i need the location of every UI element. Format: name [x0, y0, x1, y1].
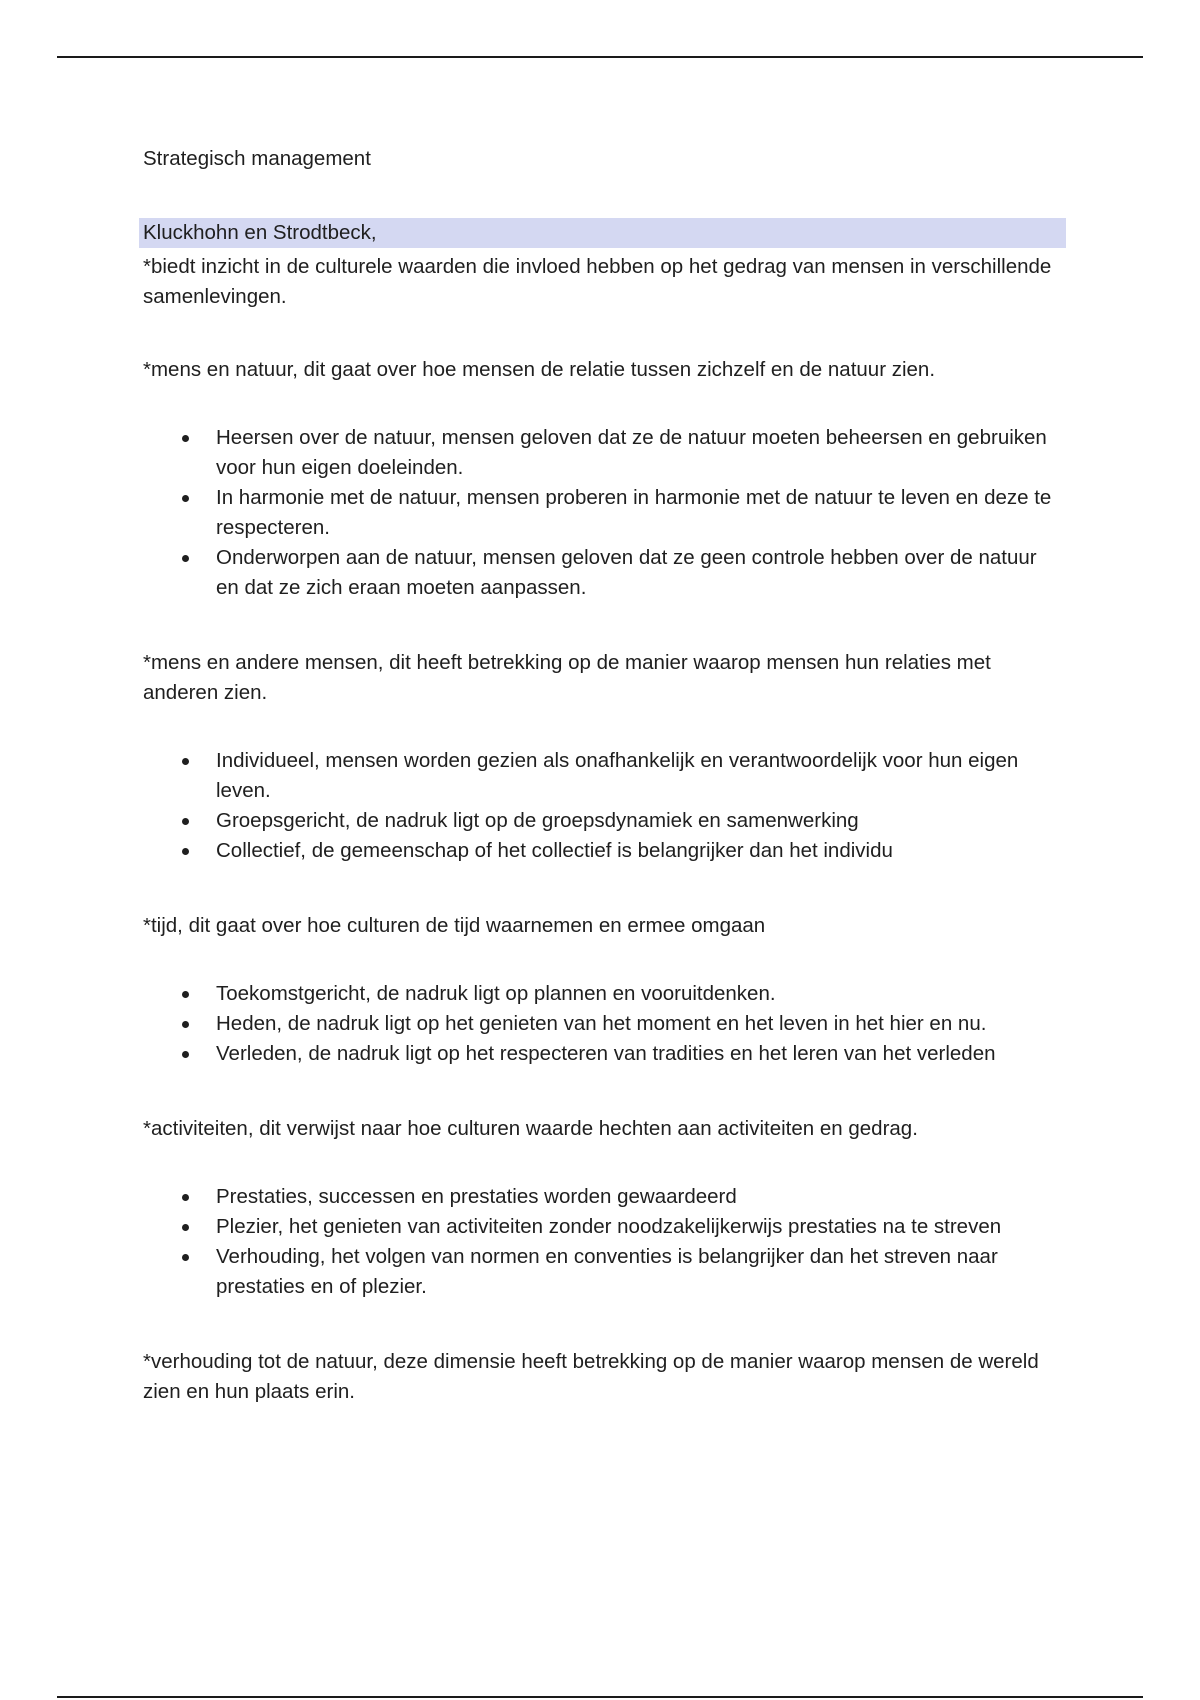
highlighted-heading: Kluckhohn en Strodtbeck, [139, 218, 1066, 248]
list-item: Groepsgericht, de nadruk ligt op de groepsdynamiek en samenwerking [143, 806, 1063, 836]
bullet-icon [182, 758, 189, 765]
intro-paragraph: *biedt inzicht in de culturele waarden die invloed hebben op het gedrag van mensen in verschillende samenlevingen. [143, 255, 1052, 308]
bullet-list-mens-en-andere-mensen [143, 746, 1063, 866]
bullet-icon [182, 1051, 189, 1058]
list-item: Collectief, de gemeenschap of het collectief is belangrijker dan het individu [143, 836, 1063, 866]
list-item: Heden, de nadruk ligt op het genieten van het moment en het leven in het hier en nu. [143, 1009, 1063, 1039]
list-item: In harmonie met de natuur, mensen proberen in harmonie met de natuur te leven en deze te respecteren. [143, 483, 1063, 543]
bullet-icon [182, 1194, 189, 1201]
bullet-icon [182, 818, 189, 825]
bullet-list-mens-en-natuur [143, 423, 1063, 603]
footer-rule [57, 1696, 1143, 1698]
bullet-icon [182, 495, 189, 502]
bullet-icon [182, 1254, 189, 1261]
bullet-icon [182, 991, 189, 998]
closing-paragraph: *verhouding tot de natuur, deze dimensie heeft betrekking op de manier waarop mensen de wereld zien en hun plaats erin. [143, 1350, 1039, 1403]
bullet-list-tijd [143, 979, 1063, 1069]
section-heading-mens-en-andere-mensen: *mens en andere mensen, dit heeft betrekking op de manier waarop mensen hun relaties met anderen zien. [143, 651, 991, 704]
list-item: Verleden, de nadruk ligt op het respecteren van tradities en het leren van het verleden [143, 1039, 1063, 1069]
bullet-icon [182, 1021, 189, 1028]
bullet-icon [182, 555, 189, 562]
bullet-icon [182, 435, 189, 442]
list-item: Toekomstgericht, de nadruk ligt op plannen en vooruitdenken. [143, 979, 1063, 1009]
list-item: Onderworpen aan de natuur, mensen geloven dat ze geen controle hebben over de natuur en dat ze zich eraan moeten aanpassen. [143, 543, 1063, 603]
list-item: Verhouding, het volgen van normen en conventies is belangrijker dan het streven naar prestaties en of plezier. [143, 1242, 1063, 1302]
bullet-icon [182, 1224, 189, 1231]
list-item: Heersen over de natuur, mensen geloven dat ze de natuur moeten beheersen en gebruiken voor hun eigen doeleinden. [143, 423, 1063, 483]
section-heading-tijd: *tijd, dit gaat over hoe culturen de tijd waarnemen en ermee omgaan [143, 914, 766, 937]
bullet-icon [182, 848, 189, 855]
document-body [143, 144, 1063, 1407]
list-item: Individueel, mensen worden gezien als onafhankelijk en verantwoordelijk voor hun eigen leven. [143, 746, 1063, 806]
list-item: Plezier, het genieten van activiteiten zonder noodzakelijkerwijs prestaties na te streven [143, 1212, 1063, 1242]
header-rule [57, 56, 1143, 58]
section-heading-activiteiten: *activiteiten, dit verwijst naar hoe culturen waarde hechten aan activiteiten en gedrag. [143, 1117, 918, 1140]
bullet-list-activiteiten [143, 1182, 1063, 1302]
section-heading-mens-en-natuur: *mens en natuur, dit gaat over hoe mensen de relatie tussen zichzelf en de natuur zien. [143, 358, 936, 381]
document-title: Strategisch management [143, 147, 371, 170]
list-item: Prestaties, successen en prestaties worden gewaardeerd [143, 1182, 1063, 1212]
